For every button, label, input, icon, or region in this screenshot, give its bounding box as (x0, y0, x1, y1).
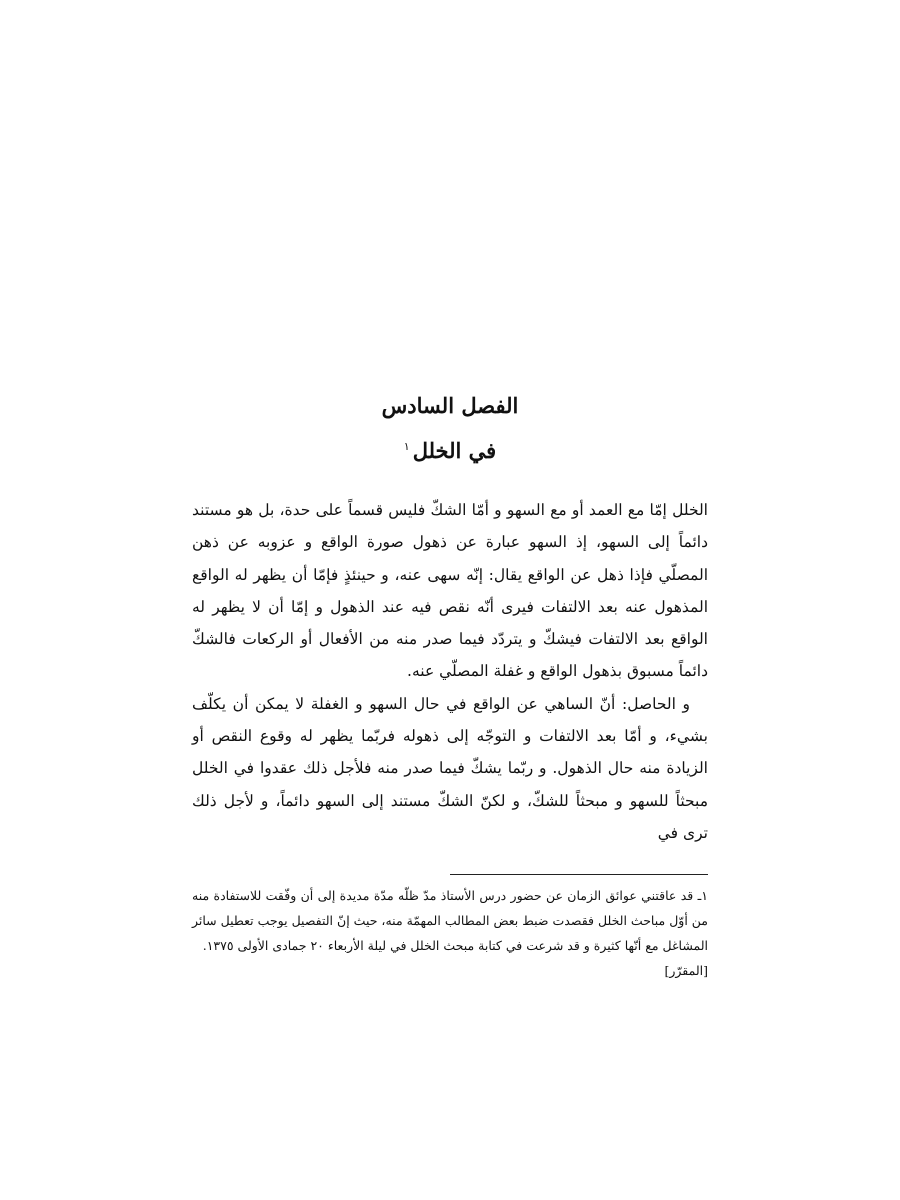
section-title-text: في الخلل (412, 438, 497, 463)
paragraph-2: و الحاصل: أنّ الساهي عن الواقع في حال السهو و الغفلة لا يمكن أن يكلّف بشيء، و أمّا بعد الالتفات و التوجّه إلى ذهوله فربّما يظهر له وقوع النقص أو الزيادة منه حال الذهول. و ربّما يشكّ فيما صدر منه فلأجل ذلك عقدوا في الخلل مبحثاً للسهو و مبحثاً للشكّ، و لكنّ الشكّ مستند إلى السهو دائماً، و لأجل ذلك ترى في (192, 694, 708, 842)
footnote-marker[interactable]: ١ (403, 440, 410, 453)
paragraph-1: الخلل إمّا مع العمد أو مع السهو و أمّا الشكّ فليس قسماً على حدة، بل هو مستند دائماً إلى السهو، إذ السهو عبارة عن ذهول صورة الواقع و عزوبه عن ذهن المصلّي فإذا ذهل عن الواقع يقال: إنّه سهى عنه، و حينئذٍ فإمّا أن يظهر له الواقع المذهول عنه بعد الالتفات فيرى أنّه نقص فيه عند الذهول و إمّا أن لا يظهر له الواقع بعد الالتفات فيشكّ و يتردّد فيما صدر منه من الأفعال أو الركعات فالشكّ دائماً مسبوق بذهول الواقع و غفلة المصلّي عنه. (192, 501, 708, 681)
chapter-title: الفصل السادس (381, 393, 519, 418)
section-title (0, 438, 900, 463)
footnote-text: ١ـ قد عاقتني عوائق الزمان عن حضور درس الأستاذ مدّ ظلّه مدّة مديدة إلى أن وفّقت للاستفادة منه من أوّل مباحث الخلل فقصدت ضبط بعض المطالب المهمّة منه، حيث إنّ التفصيل يوجب تعطيل سائر المشاغل مع أنّها كثيرة و قد شرعت في كتابة مبحث الخلل في ليلة الأربعاء ٢٠ جمادى الأولى ١٣٧٥. (192, 888, 708, 953)
footnote-signature: [المقرّر] (664, 963, 708, 978)
footnote-divider (450, 874, 708, 875)
footnote (192, 883, 708, 983)
body-text (192, 494, 708, 849)
